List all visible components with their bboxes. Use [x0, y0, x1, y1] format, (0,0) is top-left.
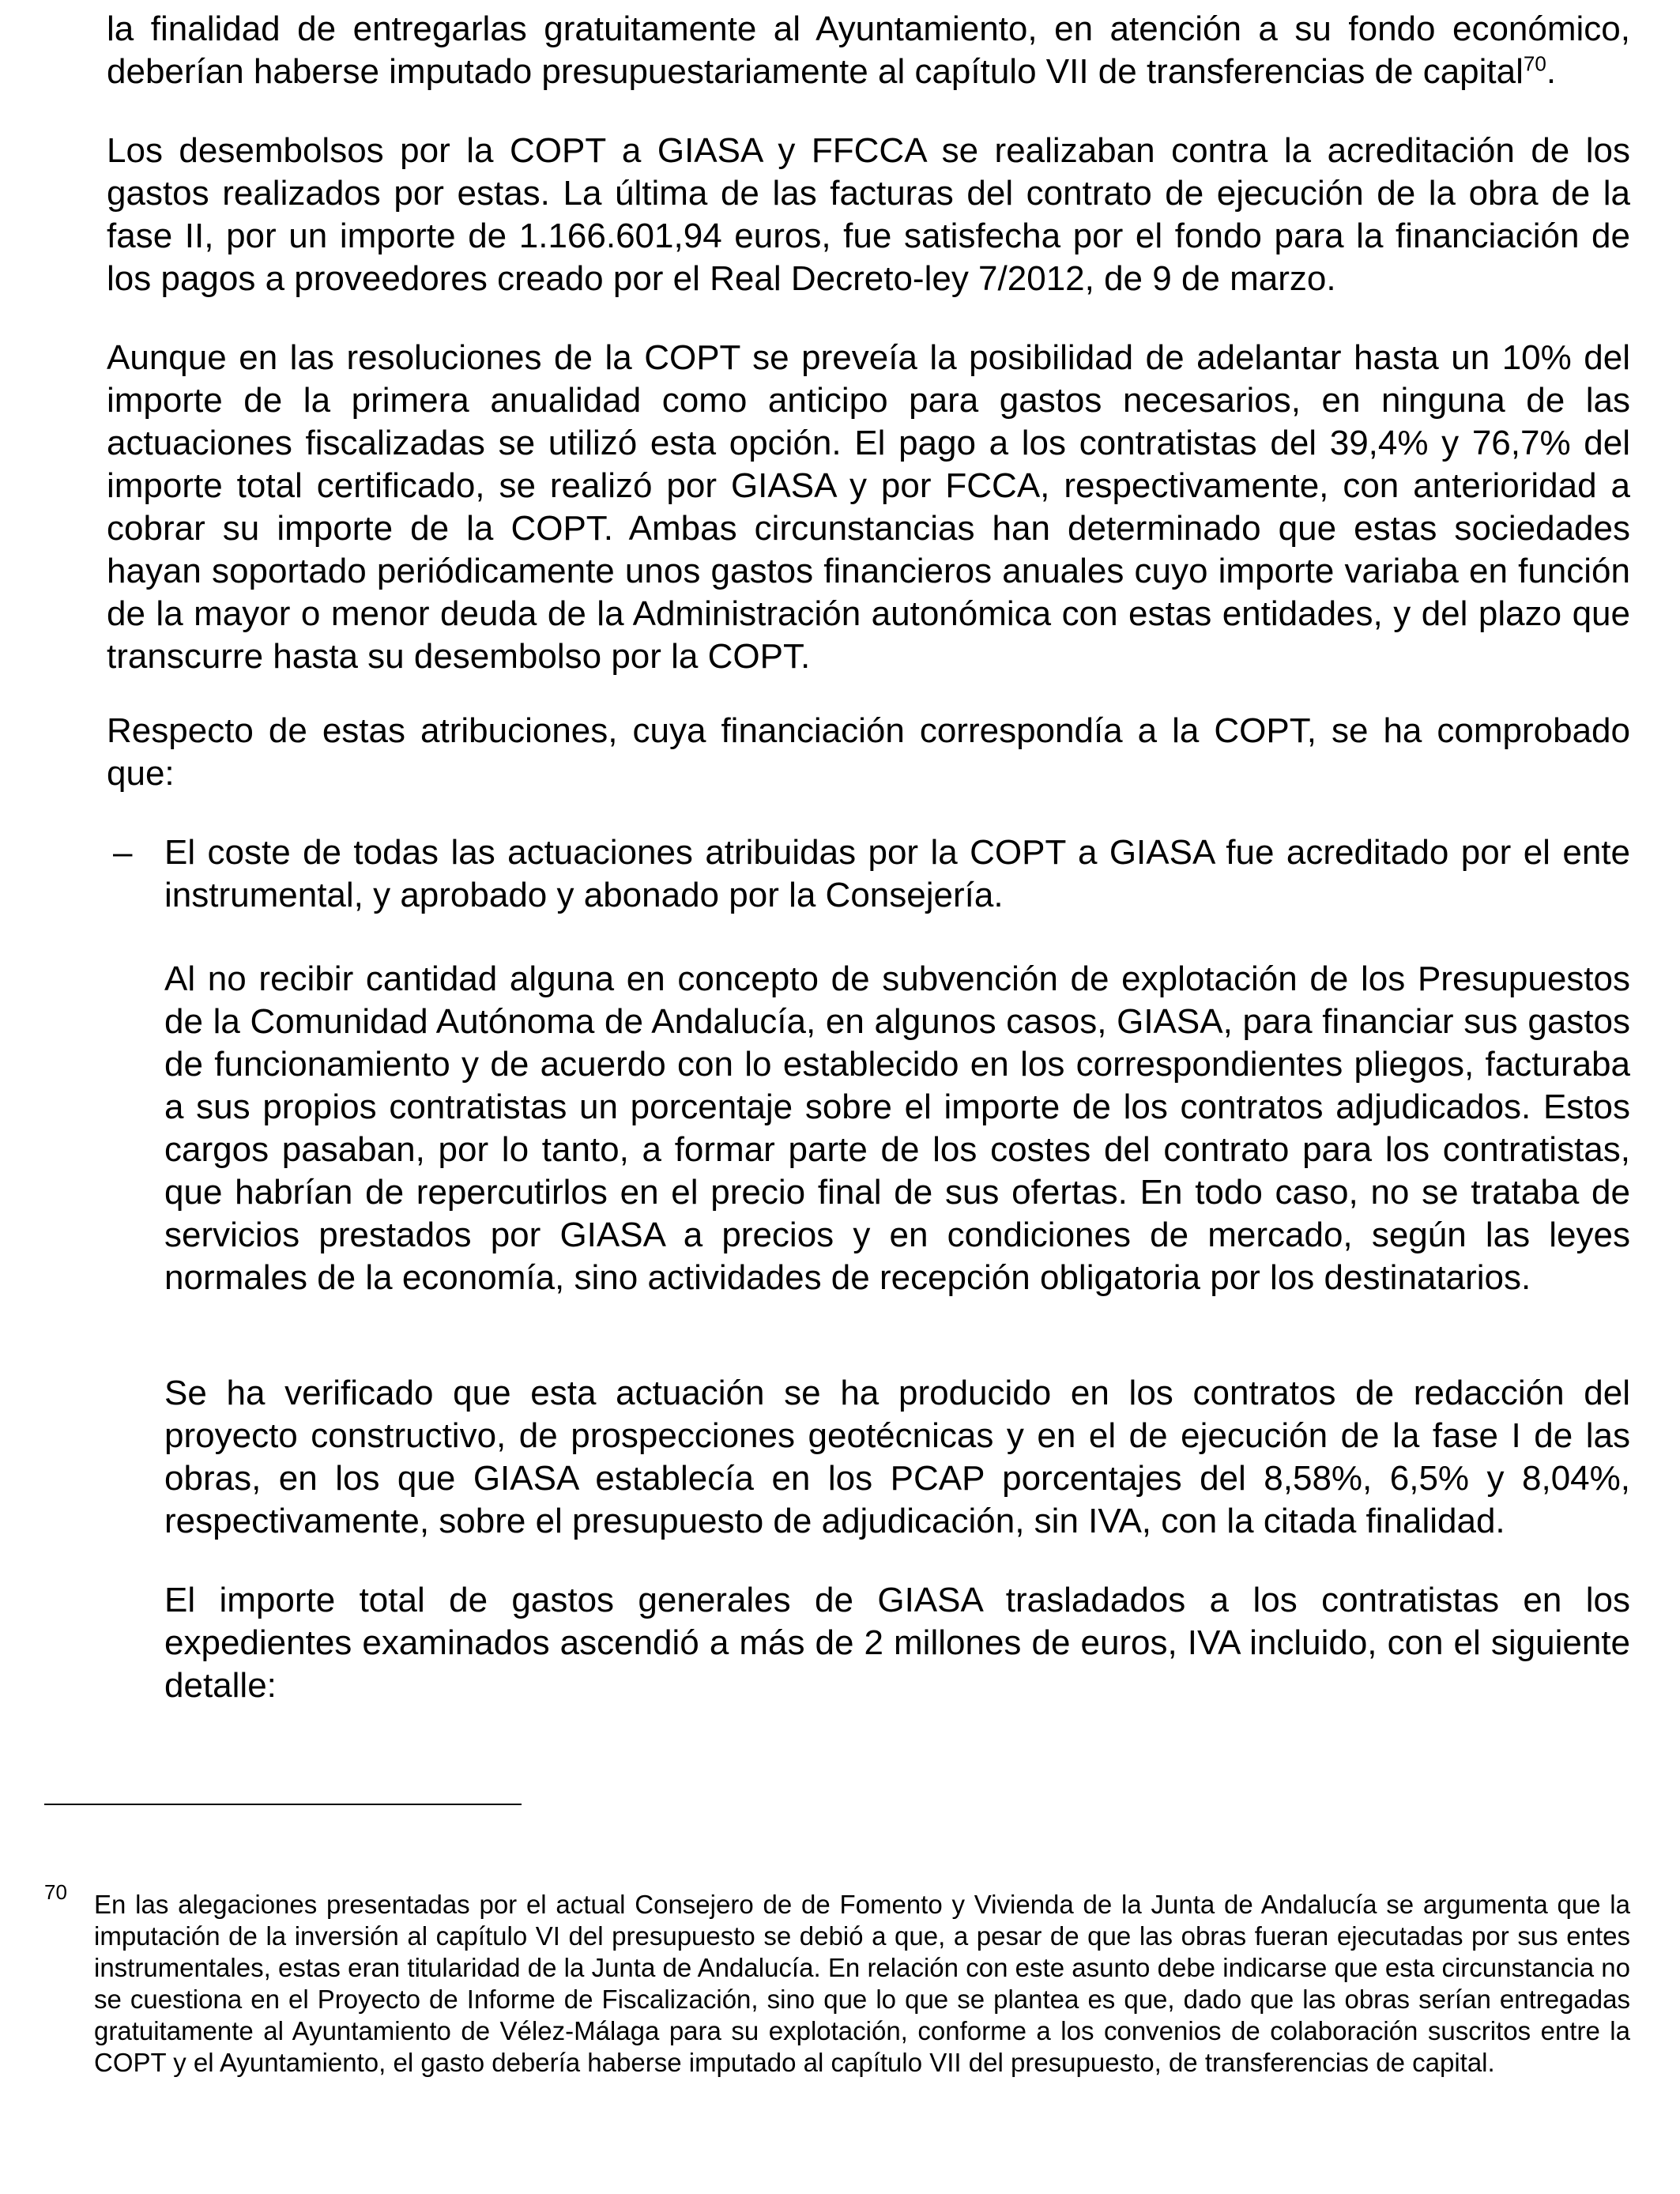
- bullet-giasa-funding: Al no recibir cantidad alguna en concepto de subvención de explotación de los Presupuestos de la Comunidad Autónoma de Andalucía, en algunos casos, GIASA, para financiar sus gastos de funcionamiento y de acuerdo con lo establecido en los correspondientes pliegos, facturaba a sus propios contratistas un porcentaje sobre el importe de los contratos adjudicados. Estos cargos pasaban, por lo tanto, a formar parte de los costes del contrato para los contratistas, que habrían de repercutirlos en el precio final de sus ofertas. En todo caso, no se trataba de servicios prestados por GIASA a precios y en condiciones de mercado, según las leyes normales de la economía, sino actividades de recepción obligatoria por los destinatarios.: [164, 959, 1630, 1297]
- bullet-cost-accreditation: El coste de todas las actuaciones atribuidas por la COPT a GIASA fue acreditado por el ente instrumental, y aprobado y abonado por la Consejería.: [164, 833, 1630, 914]
- paragraph-findings-intro: Respecto de estas atribuciones, cuya financiación correspondía a la COPT, se ha comprobado que:: [107, 711, 1630, 793]
- paragraph-text: la finalidad de entregarlas gratuitamente al Ayuntamiento, en atención a su fondo económico, deberían haberse imputado presupuestariamente al capítulo VII de transferencias de capital: [107, 9, 1630, 91]
- dash-bullet-marker: –: [113, 833, 133, 872]
- paragraph-capital-transfers: [107, 8, 1630, 93]
- bullet-percentages-verified: Se ha verificado que esta actuación se ha producido en los contratos de redacción del proyecto constructivo, de prospecciones geotécnicas y en el de ejecución de la fase I de las obras, en los que GIASA establecía en los PCAP porcentajes del 8,58%, 6,5% y 8,04%, respectivamente, sobre el presupuesto de adjudicación, sin IVA, con la citada finalidad.: [164, 1374, 1630, 1540]
- paragraph-end: .: [1546, 52, 1557, 91]
- footnote-separator: [44, 1804, 522, 1805]
- paragraph-disbursements: Los desembolsos por la COPT a GIASA y FFCCA se realizaban contra la acreditación de los gastos realizados por estas. La última de las facturas del contrato de ejecución de la obra de la fase II, por un importe de 1.166.601,94 euros, fue satisfecha por el fondo para la financiación de los pagos a proveedores creado por el Real Decreto-ley 7/2012, de 9 de marzo.: [107, 131, 1630, 298]
- paragraph-advance-payments: Aunque en las resoluciones de la COPT se preveía la posibilidad de adelantar hasta un 10% del importe de la primera anualidad como anticipo para gastos necesarios, en ninguna de las actuaciones fiscalizadas se utilizó esta opción. El pago a los contratistas del 39,4% y 76,7% del importe total certificado, se realizó por GIASA y por FCCA, respectivamente, con anterioridad a cobrar su importe de la COPT. Ambas circunstancias han determinado que estas sociedades hayan soportado periódicamente unos gastos financieros anuales cuyo importe variaba en función de la mayor o menor deuda de la Administración autonómica con estas entidades, y del plazo que transcurre hasta su desembolso por la COPT.: [107, 338, 1630, 676]
- footnote-number: 70: [44, 1880, 67, 1904]
- footnote-text: En las alegaciones presentadas por el actual Consejero de de Fomento y Vivienda de la Junta de Andalucía se argumenta que la imputación de la inversión al capítulo VI del presupuesto se debió a que, a pesar de que las obras fueran ejecutadas por sus entes instrumentales, estas eran titularidad de la Junta de Andalucía. En relación con este asunto debe indicarse que esta circunstancia no se cuestiona en el Proyecto de Informe de Fiscalización, sino que lo que se plantea es que, dado que las obras serían entregadas gratuitamente al Ayuntamiento de Vélez-Málaga para su explotación, conforme a los convenios de colaboración suscritos entre la COPT y el Ayuntamiento, el gasto debería haberse imputado al capítulo VII del presupuesto, de transferencias de capital.: [94, 1890, 1630, 2077]
- footnote-reference[interactable]: 70: [1523, 51, 1546, 76]
- bullet-total-general-expenses: El importe total de gastos generales de GIASA trasladados a los contratistas en los expedientes examinados ascendió a más de 2 millones de euros, IVA incluido, con el siguiente detalle:: [164, 1581, 1630, 1705]
